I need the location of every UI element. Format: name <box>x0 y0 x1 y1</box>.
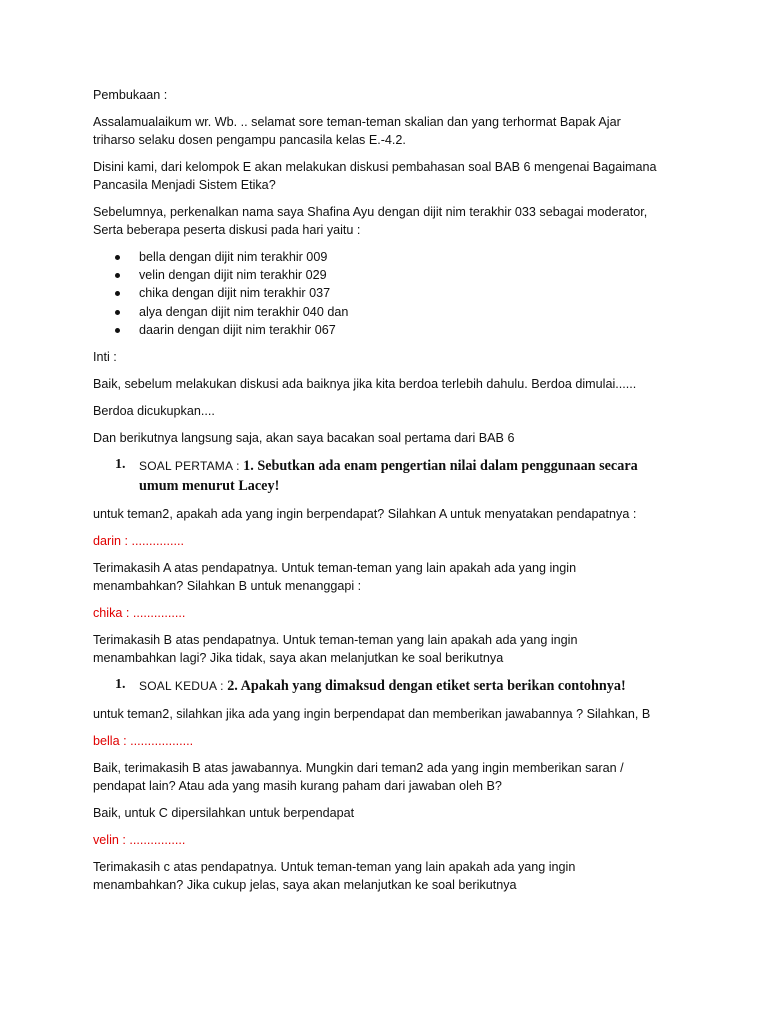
prayer-paragraph: Baik, sebelum melakukan diskusi ada baiknya jika kita berdoa terlebih dahulu. Berdoa dimulai...... <box>93 377 637 392</box>
text-line: Serta beberapa peserta diskusi pada hari yaitu : <box>93 223 361 237</box>
text-line: menambahkan lagi? Jika tidak, saya akan melanjutkan ke soal berikutnya <box>93 651 504 666</box>
question-text: 1. Sebutkan ada enam pengertian nilai dalam penggunaan secara <box>243 458 638 475</box>
text-line: Pancasila Menjadi Sistem Etika? <box>93 178 276 192</box>
question-number: 1. <box>115 677 126 693</box>
thanks-b2-paragraph <box>93 759 683 795</box>
thanks-c-paragraph <box>93 858 683 894</box>
question-2 <box>93 676 683 696</box>
thanks-a-paragraph <box>93 559 683 595</box>
bullet-icon <box>115 328 120 333</box>
bullet-icon <box>115 310 120 315</box>
next-question-paragraph: Dan berikutnya langsung saja, akan saya bacakan soal pertama dari BAB 6 <box>93 431 515 446</box>
list-item-text: daarin dengan dijit nim terakhir 067 <box>139 322 336 337</box>
prayer-end-paragraph: Berdoa dicukupkan.... <box>93 404 215 419</box>
text-line: Terimakasih A atas pendapatnya. Untuk teman-teman yang lain apakah ada yang ingin <box>93 561 577 576</box>
invite-c-paragraph: Baik, untuk C dipersilahkan untuk berpendapat <box>93 806 355 821</box>
answer-chika: chika : ............... <box>93 606 186 621</box>
text-line: Disini kami, dari kelompok E akan melakukan diskusi pembahasan soal BAB 6 mengenai Bagaimana <box>93 160 657 174</box>
list-item <box>93 321 683 339</box>
answer-bella: bella : .................. <box>93 734 194 749</box>
question-label: SOAL PERTAMA : <box>139 459 244 474</box>
list-item-text: velin dengan dijit nim terakhir 029 <box>139 268 327 283</box>
text-line: Terimakasih c atas pendapatnya. Untuk teman-teman yang lain apakah ada yang ingin <box>93 860 576 875</box>
question-1 <box>93 456 683 496</box>
list-item <box>93 248 683 266</box>
invite-2-paragraph: untuk teman2, silahkan jika ada yang ingin berpendapat dan memberikan jawabannya ? Silahkan, B <box>93 707 651 722</box>
participant-list <box>93 248 683 339</box>
list-item-text: alya dengan dijit nim terakhir 040 dan <box>139 304 349 319</box>
list-item <box>93 303 683 321</box>
pembukaan-heading: Pembukaan : <box>93 88 168 102</box>
bullet-icon <box>115 273 120 278</box>
bullet-icon <box>115 291 120 296</box>
answer-darin: darin : ............... <box>93 534 184 549</box>
question-number: 1. <box>115 457 126 473</box>
document-body <box>93 86 683 903</box>
list-item-text: chika dengan dijit nim terakhir 037 <box>139 286 331 301</box>
question-text: 2. Apakah yang dimaksud dengan etiket serta berikan contohnya! <box>227 678 626 695</box>
question-label: SOAL KEDUA : <box>139 679 228 694</box>
moderator-paragraph <box>93 203 683 239</box>
bullet-icon <box>115 255 120 260</box>
text-line: triharso selaku dosen pengampu pancasila kelas E.-4.2. <box>93 133 406 147</box>
inti-heading: Inti : <box>93 350 117 365</box>
invite-paragraph: untuk teman2, apakah ada yang ingin berpendapat? Silahkan A untuk menyatakan pendapatnya : <box>93 507 637 522</box>
intro-paragraph <box>93 158 683 194</box>
text-line: Baik, terimakasih B atas jawabannya. Mungkin dari teman2 ada yang ingin memberikan saran / <box>93 761 624 776</box>
list-item-text: bella dengan dijit nim terakhir 009 <box>139 250 328 264</box>
list-item <box>93 266 683 284</box>
text-line: menambahkan? Silahkan B untuk menanggapi : <box>93 579 362 594</box>
answer-velin: velin : ................ <box>93 833 186 848</box>
greeting-paragraph <box>93 113 683 149</box>
question-text: umum menurut Lacey! <box>139 478 280 495</box>
text-line: Terimakasih B atas pendapatnya. Untuk teman-teman yang lain apakah ada yang ingin <box>93 633 578 648</box>
thanks-b-paragraph <box>93 631 683 667</box>
text-line: pendapat lain? Atau ada yang masih kurang paham dari jawaban oleh B? <box>93 779 502 794</box>
text-line: menambahkan? Jika cukup jelas, saya akan melanjutkan ke soal berikutnya <box>93 878 517 893</box>
text-line: Assalamualaikum wr. Wb. .. selamat sore teman-teman skalian dan yang terhormat Bapak Ajar <box>93 115 621 129</box>
list-item <box>93 284 683 302</box>
text-line: Sebelumnya, perkenalkan nama saya Shafina Ayu dengan dijit nim terakhir 033 sebagai moderator, <box>93 205 648 219</box>
